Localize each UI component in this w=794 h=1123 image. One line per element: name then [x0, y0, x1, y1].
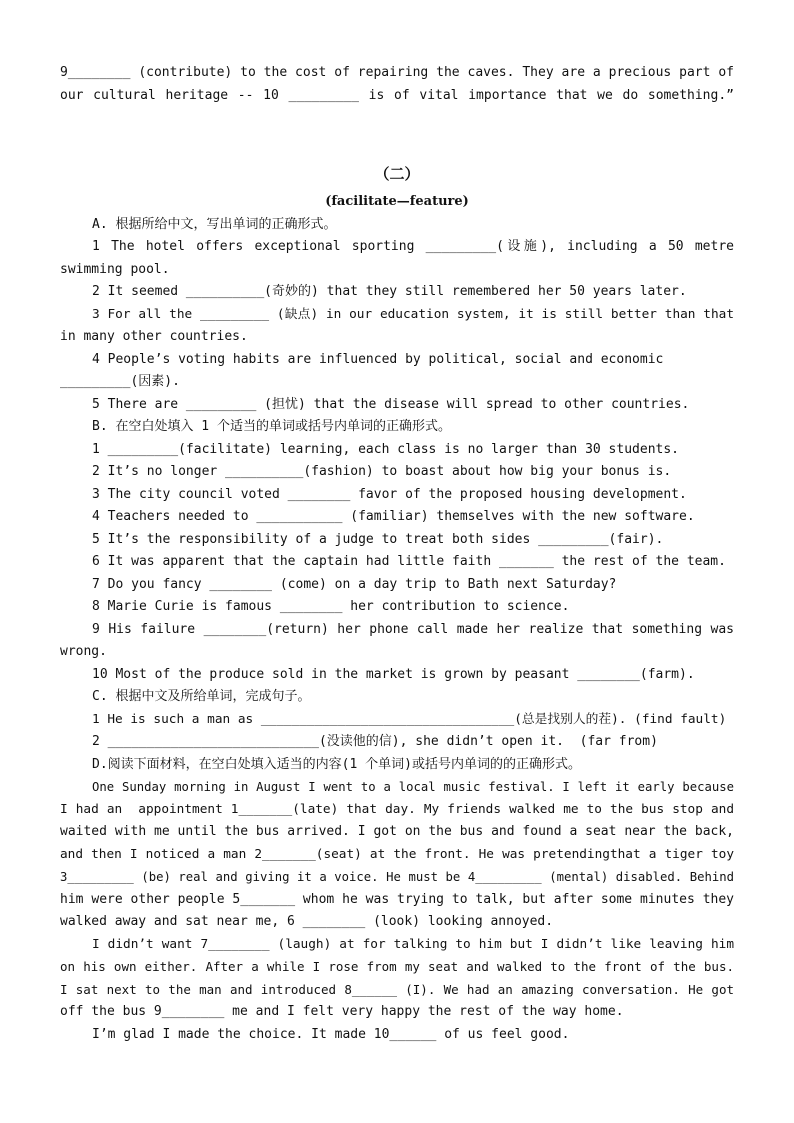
intro-line: our cultural heritage -- 10 _________ is of vital importance that we do something.”: [60, 87, 734, 103]
exercise-line: 4 People’s voting habits are influenced by political, social and economic: [92, 351, 664, 367]
exercise-line: 3 The city council voted ________ favor of the proposed housing development.: [92, 486, 687, 502]
exercise-line: 2 It’s no longer __________(fashion) to boast about how big your bonus is.: [92, 464, 672, 479]
exercise-line: 6 It was apparent that the captain had little faith _______ the rest of the team.: [92, 554, 726, 569]
section-subtitle: (facilitate—feature): [325, 194, 469, 209]
exercise-line: wrong.: [60, 644, 107, 659]
exercise-line: 5 There are _________ (担忧) that the disease will spread to other countries.: [92, 396, 690, 412]
part-d-heading: D.阅读下面材料，在空白处填入适当的内容(1 个单词)或括号内单词的的正确形式。: [92, 756, 581, 772]
passage-line: on his own either. After a while I rose from my seat and walked to the front of the bus.: [60, 959, 734, 974]
exercise-line: 1 The hotel offers exceptional sporting _________(设施), including a 50 metre: [92, 239, 734, 254]
worksheet-page: [60, 62, 734, 1046]
exercise-line: 2 It seemed __________(奇妙的) that they still remembered her 50 years later.: [92, 284, 687, 299]
exercise-line: 3 For all the _________ (缺点) in our education system, it is still better than that: [92, 306, 734, 322]
exercise-line: 2 ___________________________(没读他的信), she didn’t open it. (far from): [92, 734, 658, 749]
passage-line: I sat next to the man and introduced 8______ (I). We had an amazing conversation. He got: [60, 981, 734, 997]
exercise-line: 8 Marie Curie is famous ________ her contribution to science.: [92, 599, 570, 614]
intro-line: 9________ (contribute) to the cost of repairing the caves. They are a precious part of: [60, 65, 734, 80]
exercise-line: 1 _________(facilitate) learning, each class is no larger than 30 students.: [92, 441, 679, 457]
passage-line: One Sunday morning in August I went to a local music festival. I left it early because: [92, 780, 734, 794]
passage-line: I had an appointment 1_______(late) that day. My friends walked me to the bus stop and: [60, 801, 734, 817]
passage-line: waited with me until the bus arrived. I got on the bus and found a seat near the back,: [60, 824, 734, 839]
exercise-line: swimming pool.: [60, 261, 170, 277]
exercise-line: 4 Teachers needed to ___________ (familiar) themselves with the new software.: [92, 509, 695, 524]
exercise-line: 10 Most of the produce sold in the market is grown by peasant ________(farm).: [92, 666, 695, 682]
part-a-heading: A. 根据所给中文，写出单词的正确形式。: [92, 216, 337, 232]
exercise-line: 1 He is such a man as _________________________________(总是找别人的茬). (find fault): [92, 711, 727, 727]
passage-line: I didn’t want 7________ (laugh) at for talking to him but I didn’t like leaving him: [92, 936, 734, 952]
passage-line: 3_________ (be) real and giving it a voice. He must be 4_________ (mental) disabled. Behind: [60, 870, 734, 884]
exercise-line: in many other countries.: [60, 329, 248, 344]
exercise-line: _________(因素).: [60, 374, 180, 389]
passage-line: him were other people 5_______ whom he was trying to talk, but after some minutes they: [60, 891, 734, 907]
part-b-heading: B. 在空白处填入 1 个适当的单词或括号内单词的正确形式。: [92, 419, 451, 434]
exercise-line: 9 His failure ________(return) her phone call made her realize that something was: [92, 621, 734, 637]
section-number: （二）: [374, 165, 420, 183]
passage-line: and then I noticed a man 2_______(seat) at the front. He was pretendingthat a tiger toy: [60, 846, 734, 862]
part-c-heading: C. 根据中文及所给单词，完成句子。: [92, 689, 311, 704]
section-gap: [60, 107, 734, 157]
passage-line: off the bus 9________ me and I felt very happy the rest of the way home.: [60, 1004, 624, 1019]
exercise-line: 5 It’s the responsibility of a judge to treat both sides _________(fair).: [92, 531, 664, 547]
passage-line: I’m glad I made the choice. It made 10______ of us feel good.: [92, 1026, 570, 1042]
passage-line: walked away and sat near me, 6 ________ (look) looking annoyed.: [60, 914, 554, 929]
exercise-line: 7 Do you fancy ________ (come) on a day trip to Bath next Saturday?: [92, 576, 617, 592]
